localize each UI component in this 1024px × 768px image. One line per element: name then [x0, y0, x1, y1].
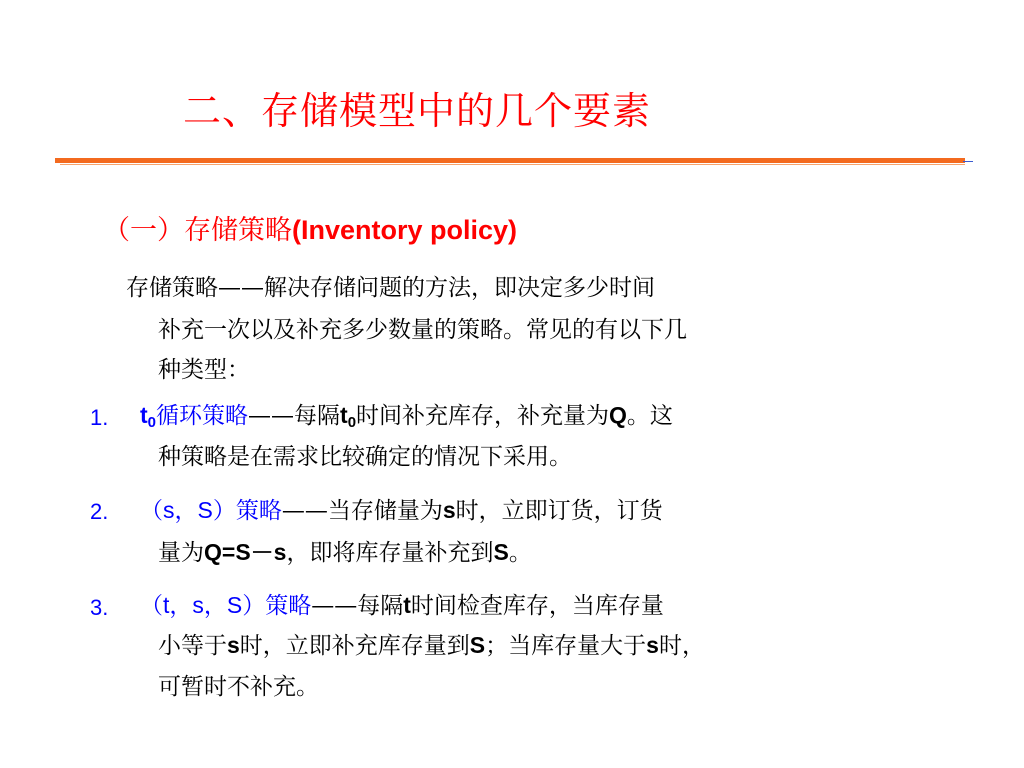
item-2-text-a: 当存储量为	[327, 498, 443, 524]
item-3-s2: s	[646, 632, 659, 658]
item-3-text-b: 时间检查库存，当库存量	[410, 593, 664, 619]
item-2-policy-name: 策略	[235, 498, 282, 524]
list-item-number: 2.	[90, 499, 109, 524]
item-1-text-c: 。这	[626, 403, 673, 429]
section-heading-english: (Inventory policy)	[292, 215, 518, 245]
item-3-line2-a: 小等于	[158, 633, 227, 659]
list-item-2-line-1	[140, 490, 663, 531]
title-underline-tick	[963, 161, 973, 162]
item-1-policy-name: 循环策略	[156, 403, 249, 429]
item-1-dash: ——	[248, 403, 295, 429]
list-item-3-line-2	[158, 625, 705, 666]
item-1-t2-sub: 0	[347, 414, 357, 431]
item-2-formula: Q=S－s	[204, 539, 287, 565]
item-3-text-a: 每隔	[357, 593, 404, 619]
intro-line-2: 补充一次以及补充多少数量的策略。常见的有以下几	[158, 317, 687, 343]
section-heading-chinese: （一）存储策略	[103, 215, 292, 246]
section-heading	[103, 208, 517, 247]
item-2-line2-a: 量为	[158, 540, 204, 566]
item-2-label: （s，S）	[140, 497, 236, 523]
item-2-text-b: 时，立即订货，订货	[455, 498, 663, 524]
item-1-text-b: 时间补充库存，补充量为	[356, 403, 610, 429]
item-1-t-sub: 0	[147, 414, 157, 431]
intro-line-1: 存储策略——解决存储问题的方法，即决定多少时间	[126, 275, 655, 301]
item-3-line2-c: ；当库存量大于	[485, 633, 647, 659]
title-underline	[55, 158, 965, 163]
item-1-q: Q	[609, 402, 627, 428]
item-2-dash: ——	[281, 498, 328, 524]
item-3-label: （t，s，S）	[140, 592, 266, 618]
item-3-t: t	[403, 592, 411, 618]
item-3-line2-d: 时，	[658, 633, 705, 659]
item-2-line2-b: ，即将库存量补充到	[286, 540, 494, 566]
item-2-s: s	[442, 497, 456, 523]
item-3-policy-name: 策略	[265, 593, 312, 619]
list-item-number: 3.	[90, 595, 109, 620]
list-item-3-line-3: 可暂时不补充。	[158, 674, 319, 700]
list-item-number: 1.	[90, 405, 109, 430]
item-3-line2-b: 时，立即补充库存量到	[239, 633, 470, 659]
list-item-2-line-2	[158, 532, 532, 573]
item-3-S: S	[469, 632, 486, 658]
list-item-1-line-1	[140, 395, 673, 436]
item-2-line2-c: 。	[508, 540, 532, 566]
item-1-text-a: 每隔	[294, 403, 341, 429]
slide-title: 二、存储模型中的几个要素	[183, 89, 652, 133]
item-1-t2: t	[340, 402, 348, 428]
item-1-t: t	[140, 402, 148, 428]
intro-line-3: 种类型：	[158, 357, 250, 383]
item-3-dash: ——	[311, 593, 358, 619]
list-item-3-line-1	[140, 585, 664, 626]
list-item-1-line-2: 种策略是在需求比较确定的情况下采用。	[158, 444, 572, 470]
item-3-s: s	[227, 632, 240, 658]
title-underline-shadow	[60, 164, 965, 165]
item-2-S: S	[493, 539, 509, 565]
